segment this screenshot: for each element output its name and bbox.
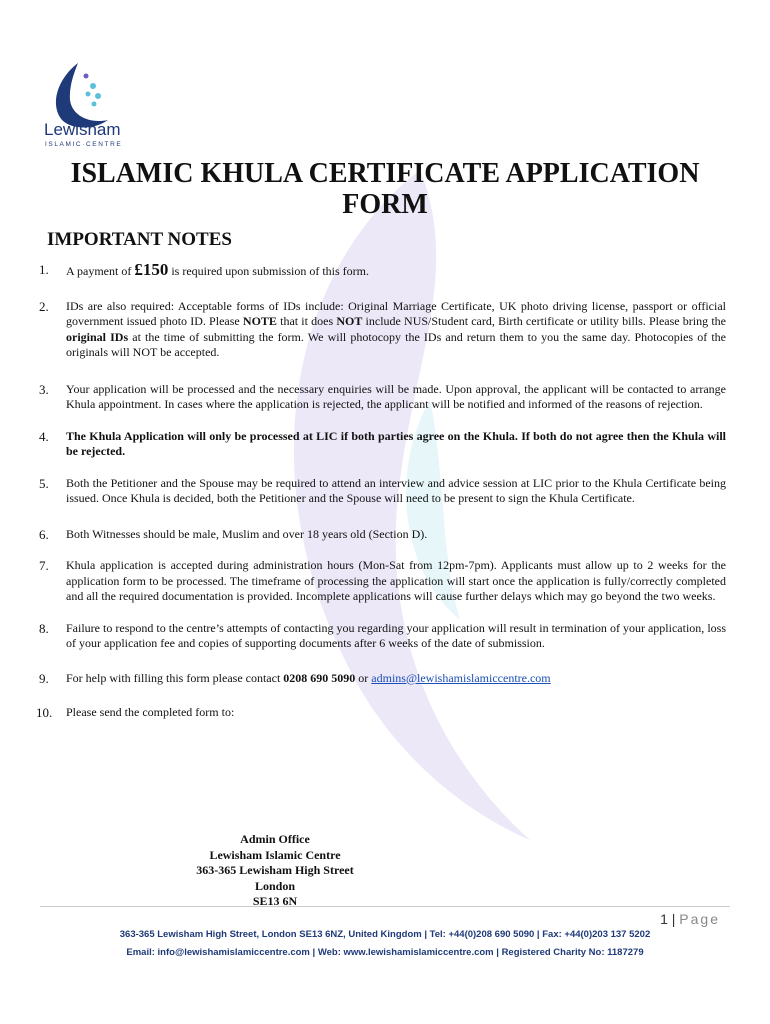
note-text: The Khula Application will only be processed at LIC if both parties agree on the Khula. If both do not agree then the Khula will be rejected.: [66, 428, 726, 458]
note-item: [36, 705, 726, 721]
note-item: [39, 381, 726, 413]
footer-address: 363-365 Lewisham High Street, London SE13 6NZ, United Kingdom | Tel: +44(0)208 690 5090 | Fax: +44(0)203 137 5202: [119, 929, 651, 940]
note-item: [39, 428, 726, 460]
note-text: A payment of: [66, 264, 135, 278]
note-number: 4.: [39, 428, 49, 444]
footer-contact: Email: info@lewishamislamiccentre.com | Web: www.lewishamislamiccentre.com | Registered Charity No: 1187279: [126, 947, 644, 958]
note-number: 3.: [39, 381, 49, 397]
note-text: Your application will be processed and the necessary enquiries will be made. Upon approval, the applicant will be contacted to arrange Khula appointment. In cases where the application is rejected, the applicant will be notified and informed of the reasons of rejection.: [66, 381, 726, 411]
note-text: Both Witnesses should be male, Muslim and over 18 years old (Section D).: [66, 526, 428, 541]
note-number: 6.: [39, 526, 49, 542]
logo-subtitle: ISLAMIC·CENTRE: [45, 141, 123, 148]
contact-email-link[interactable]: admins@lewishamislamiccentre.com: [371, 670, 551, 685]
note-number: 1.: [39, 262, 49, 277]
note-emphasis: NOTE: [242, 314, 277, 328]
page-number-value: 1: [660, 911, 668, 927]
note-item: [39, 298, 726, 361]
note-text: Khula application is accepted during administration hours (Mon-Sat from 12pm-7pm). Applicants must allow up to 2 weeks for the application form to be processed. The timeframe of processing the application will start once the application is fully/correctly completed and all the required documentation is provided. Incomplete applications will cause further delays which may go beyond the two weeks.: [66, 558, 726, 603]
note-emphasis: original IDs: [66, 329, 129, 344]
page-title: [40, 158, 730, 220]
note-item: [39, 670, 726, 687]
note-number: 2.: [39, 298, 49, 314]
title-line-1: ISLAMIC KHULA CERTIFICATE APPLICATION: [70, 158, 700, 189]
logo-wordmark: Lewisham: [44, 120, 121, 139]
note-item: [39, 620, 726, 652]
note-number: 9.: [39, 670, 49, 686]
notes-list: [36, 260, 726, 721]
note-number: 10.: [36, 705, 53, 720]
note-item: [39, 558, 726, 605]
note-number: 7.: [39, 558, 49, 573]
note-text: or: [355, 670, 372, 685]
address-line: Lewisham Islamic Centre: [209, 847, 341, 862]
address-line: London: [254, 878, 296, 893]
mailing-address: [150, 832, 400, 910]
address-line: Admin Office: [240, 832, 310, 846]
note-item: [39, 260, 726, 280]
note-text: include NUS/Student card, Birth certificate or utility bills. Please bring the: [362, 314, 726, 328]
note-number: 5.: [39, 475, 49, 491]
page-number: [660, 911, 720, 927]
note-item: [39, 475, 726, 507]
footer-divider: [40, 906, 730, 907]
contact-phone: 0208 690 5090: [283, 670, 356, 685]
note-number: 8.: [39, 620, 49, 636]
note-text: Both the Petitioner and the Spouse may be required to attend an interview and advice session at LIC prior to the Khula Certificate being issued. Once Khula is decided, both the Petitioner and the Spouse will need to be present to sign the Khula Certificate.: [66, 475, 726, 505]
note-text: IDs are also required: Acceptable forms of IDs include: Original Marriage Certificate, UK photo driving license, passport or official government issued photo ID. Please: [66, 298, 726, 328]
title-line-2: FORM: [342, 189, 428, 220]
important-notes-heading: IMPORTANT NOTES: [47, 229, 232, 250]
payment-amount: £150: [134, 260, 169, 279]
note-emphasis: NOT: [336, 314, 363, 328]
note-text: that it does: [276, 314, 337, 328]
note-text: at the time of submitting the form. We will photocopy the IDs and return them to you the same day. Photocopies of the originals will NOT be accepted.: [66, 329, 726, 359]
note-text: For help with filling this form please contact: [66, 670, 284, 685]
note-text: is required upon submission of this form.: [168, 264, 369, 278]
note-item: [39, 526, 726, 543]
note-text: Failure to respond to the centre’s attempts of contacting you regarding your application will result in termination of your application, loss of your application fee and copies of supporting documents after 6 weeks of the date of submission.: [66, 620, 726, 650]
page-separator: |: [671, 911, 676, 927]
address-line: 363-365 Lewisham High Street: [196, 863, 354, 877]
address-line: SE13 6N: [252, 894, 298, 908]
page-label: Page: [679, 911, 720, 927]
note-text: Please send the completed form to:: [66, 705, 235, 719]
